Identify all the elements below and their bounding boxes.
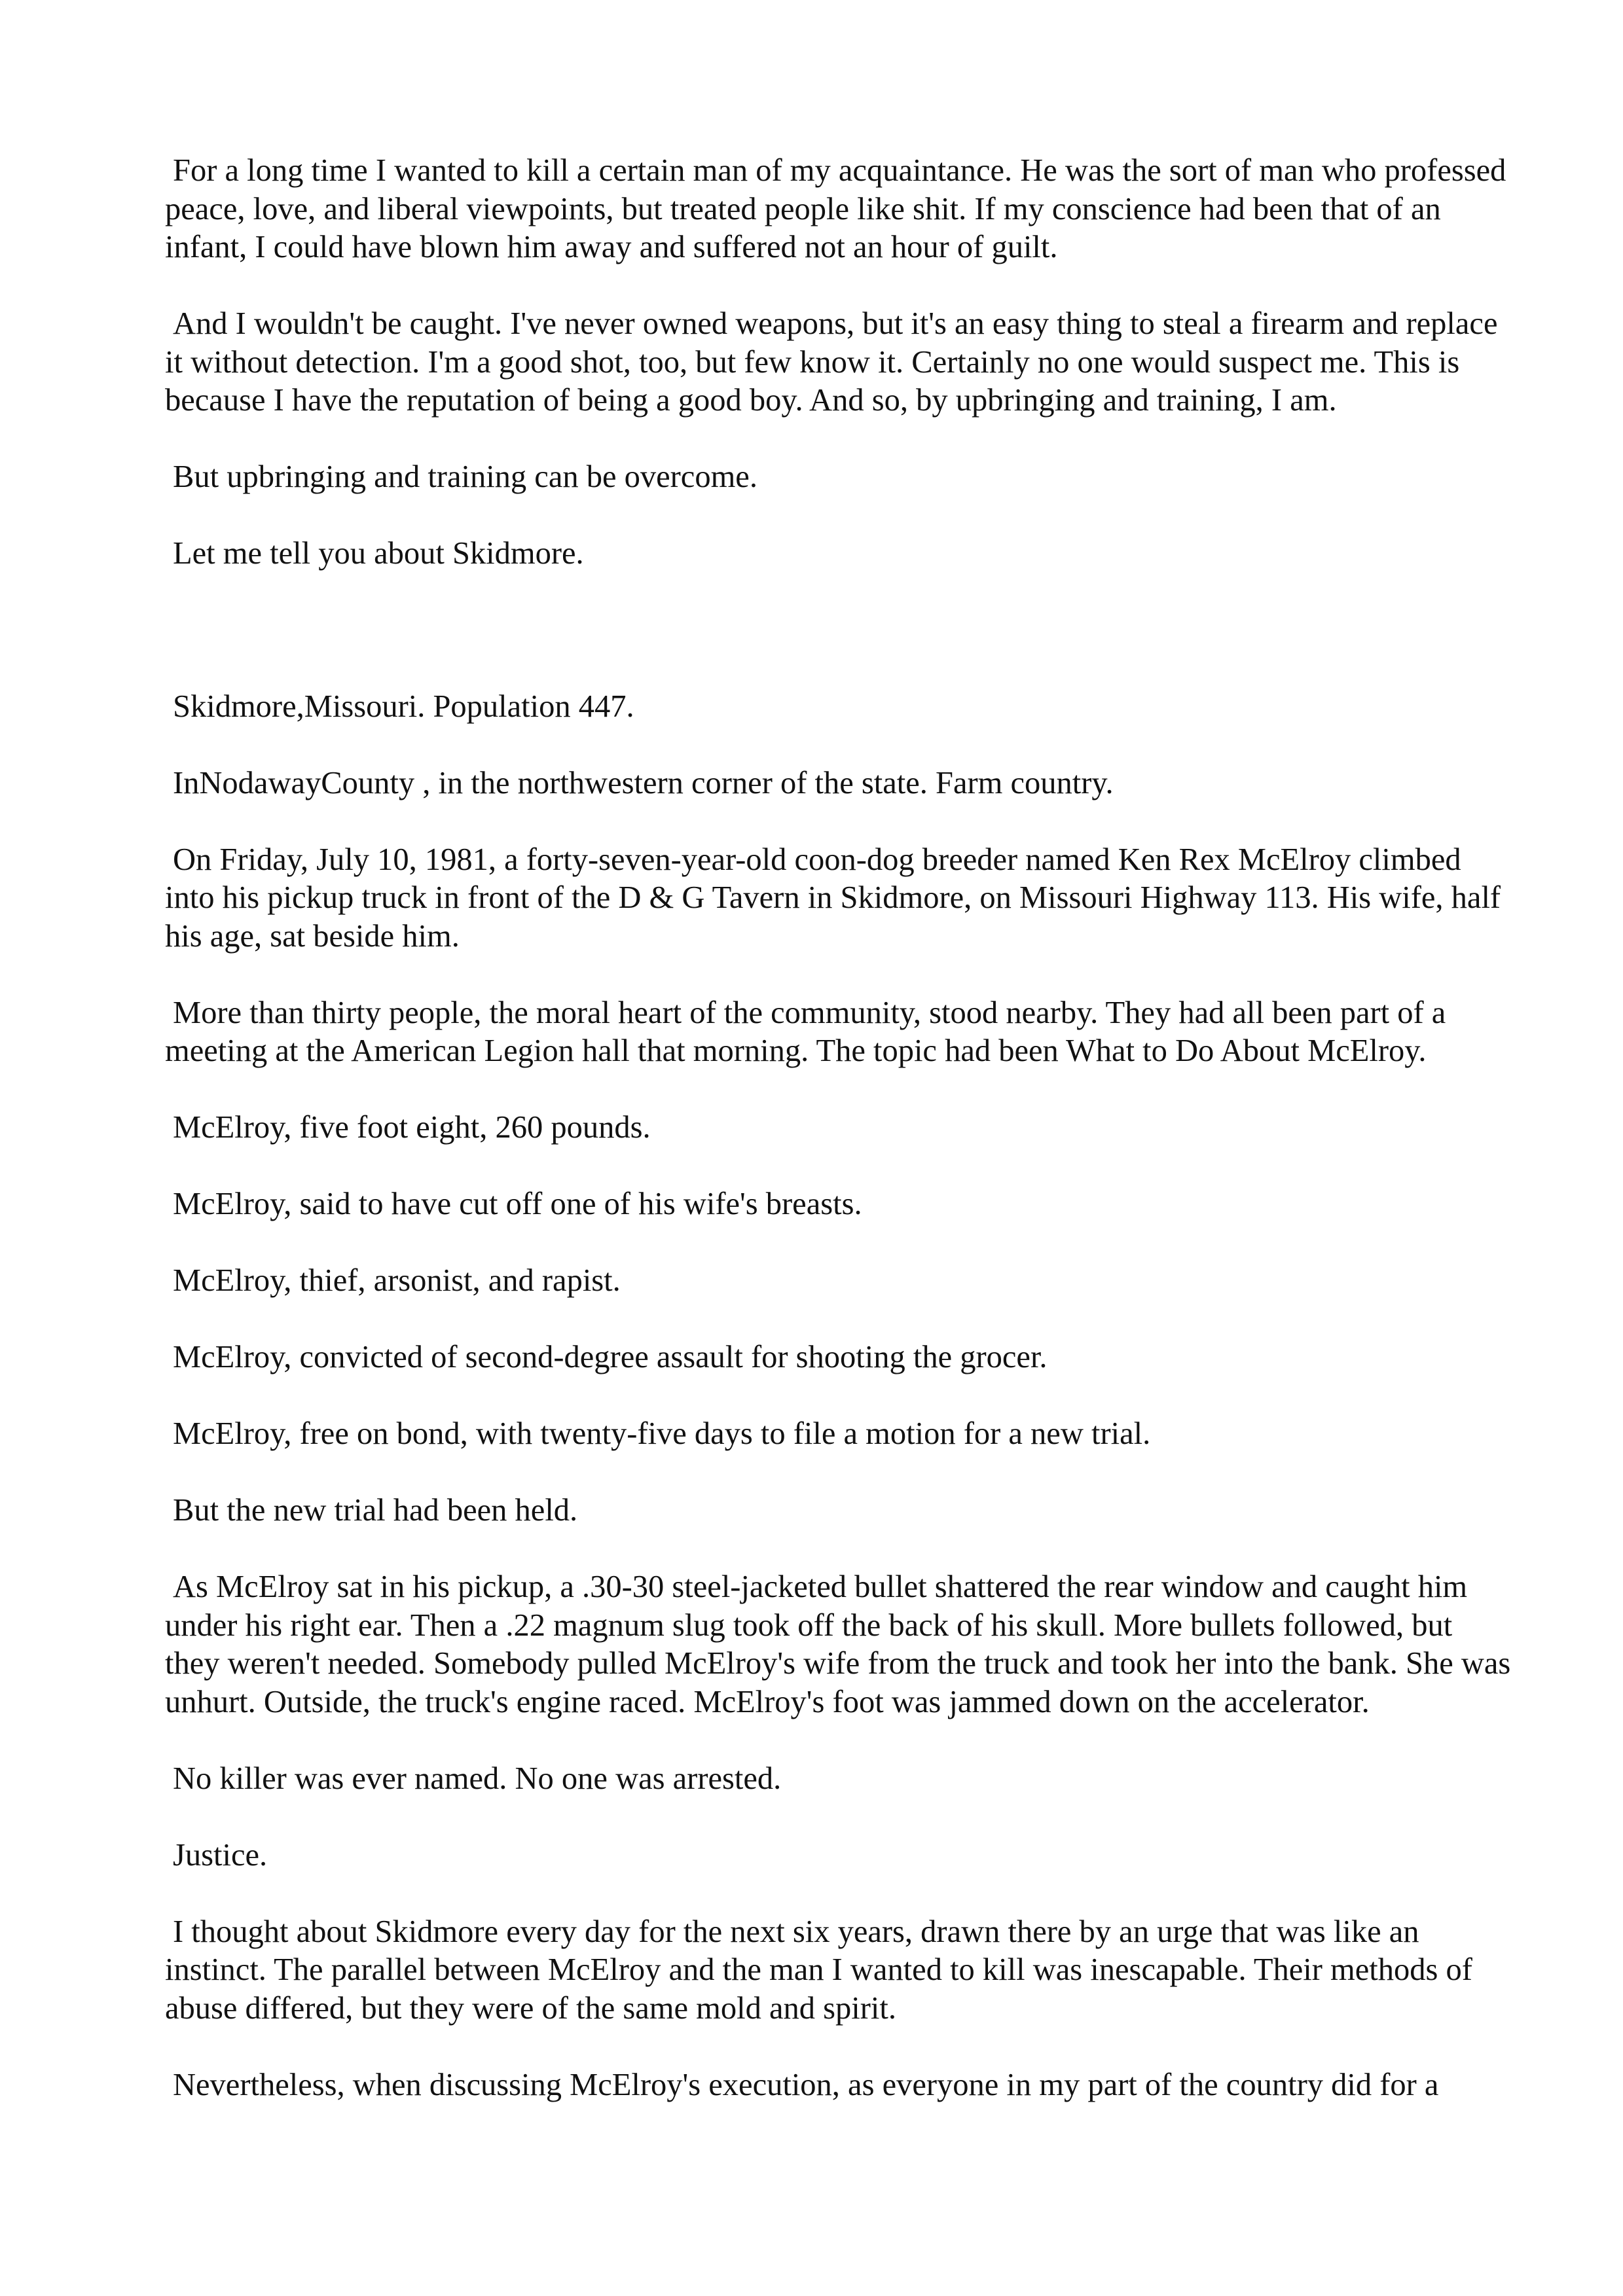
paragraph-19: Nevertheless, when discussing McElroy's execution, as everyone in my part of the country did for a — [173, 2067, 1439, 2102]
paragraph-12: McElroy, convicted of second-degree assault for shooting the grocer. — [173, 1340, 1048, 1374]
paragraph-16: No killer was ever named. No one was arrested. — [173, 1761, 782, 1796]
document-page — [165, 152, 1514, 2143]
paragraph-4: Let me tell you about Skidmore. — [173, 536, 584, 571]
paragraph-13: McElroy, free on bond, with twenty-five days to file a motion for a new trial. — [173, 1416, 1151, 1451]
paragraph-15: As McElroy sat in his pickup, a .30-30 steel-jacketed bullet shattered the rear window and caught him under his right ear. Then a .22 magnum slug took off the back of his skull. More bullets followed, but they weren't needed. Somebody pulled McElroy's wife from the truck and took her into the bank. She was unhurt. Outside, the truck's engine raced. McElroy's foot was jammed down on the accelerator. — [165, 1570, 1511, 1719]
paragraph-8: More than thirty people, the moral heart of the community, stood nearby. They had all been part of a meeting at the American Legion hall that morning. The topic had been What to Do About McElroy. — [165, 995, 1446, 1068]
paragraph-7: On Friday, July 10, 1981, a forty-seven-year-old coon-dog breeder named Ken Rex McElroy climbed into his pickup truck in front of the D & G Tavern in Skidmore, on Missouri Highway 113. His wife, half his age, sat beside him. — [165, 842, 1501, 954]
paragraph-2: And I wouldn't be caught. I've never owned weapons, but it's an easy thing to steal a firearm and replace it without detection. I'm a good shot, too, but few know it. Certainly no one would suspect me. This is because I have the reputation of being a good boy. And so, by upbringing and training, I am. — [165, 306, 1498, 418]
paragraph-6: InNodawayCounty , in the northwestern corner of the state. Farm country. — [173, 765, 1114, 800]
paragraph-9: McElroy, five foot eight, 260 pounds. — [173, 1110, 651, 1145]
paragraph-17: Justice. — [173, 1837, 268, 1873]
paragraph-3: But upbringing and training can be overcome. — [173, 459, 757, 494]
paragraph-5: Skidmore,Missouri. Population 447. — [173, 689, 634, 724]
paragraph-1: For a long time I wanted to kill a certain man of my acquaintance. He was the sort of man who professed peace, love, and liberal viewpoints, but treated people like shit. If my conscience had been that of an infant, I could have blown him away and suffered not an hour of guilt. — [165, 153, 1506, 264]
paragraph-18: I thought about Skidmore every day for the next six years, drawn there by an urge that was like an instinct. The parallel between McElroy and the man I wanted to kill was inescapable. Their methods of abuse differed, but they were of the same mold and spirit. — [165, 1914, 1472, 2026]
paragraph-11: McElroy, thief, arsonist, and rapist. — [173, 1263, 621, 1298]
paragraph-10: McElroy, said to have cut off one of his wife's breasts. — [173, 1187, 862, 1221]
paragraph-14: But the new trial had been held. — [173, 1493, 578, 1528]
